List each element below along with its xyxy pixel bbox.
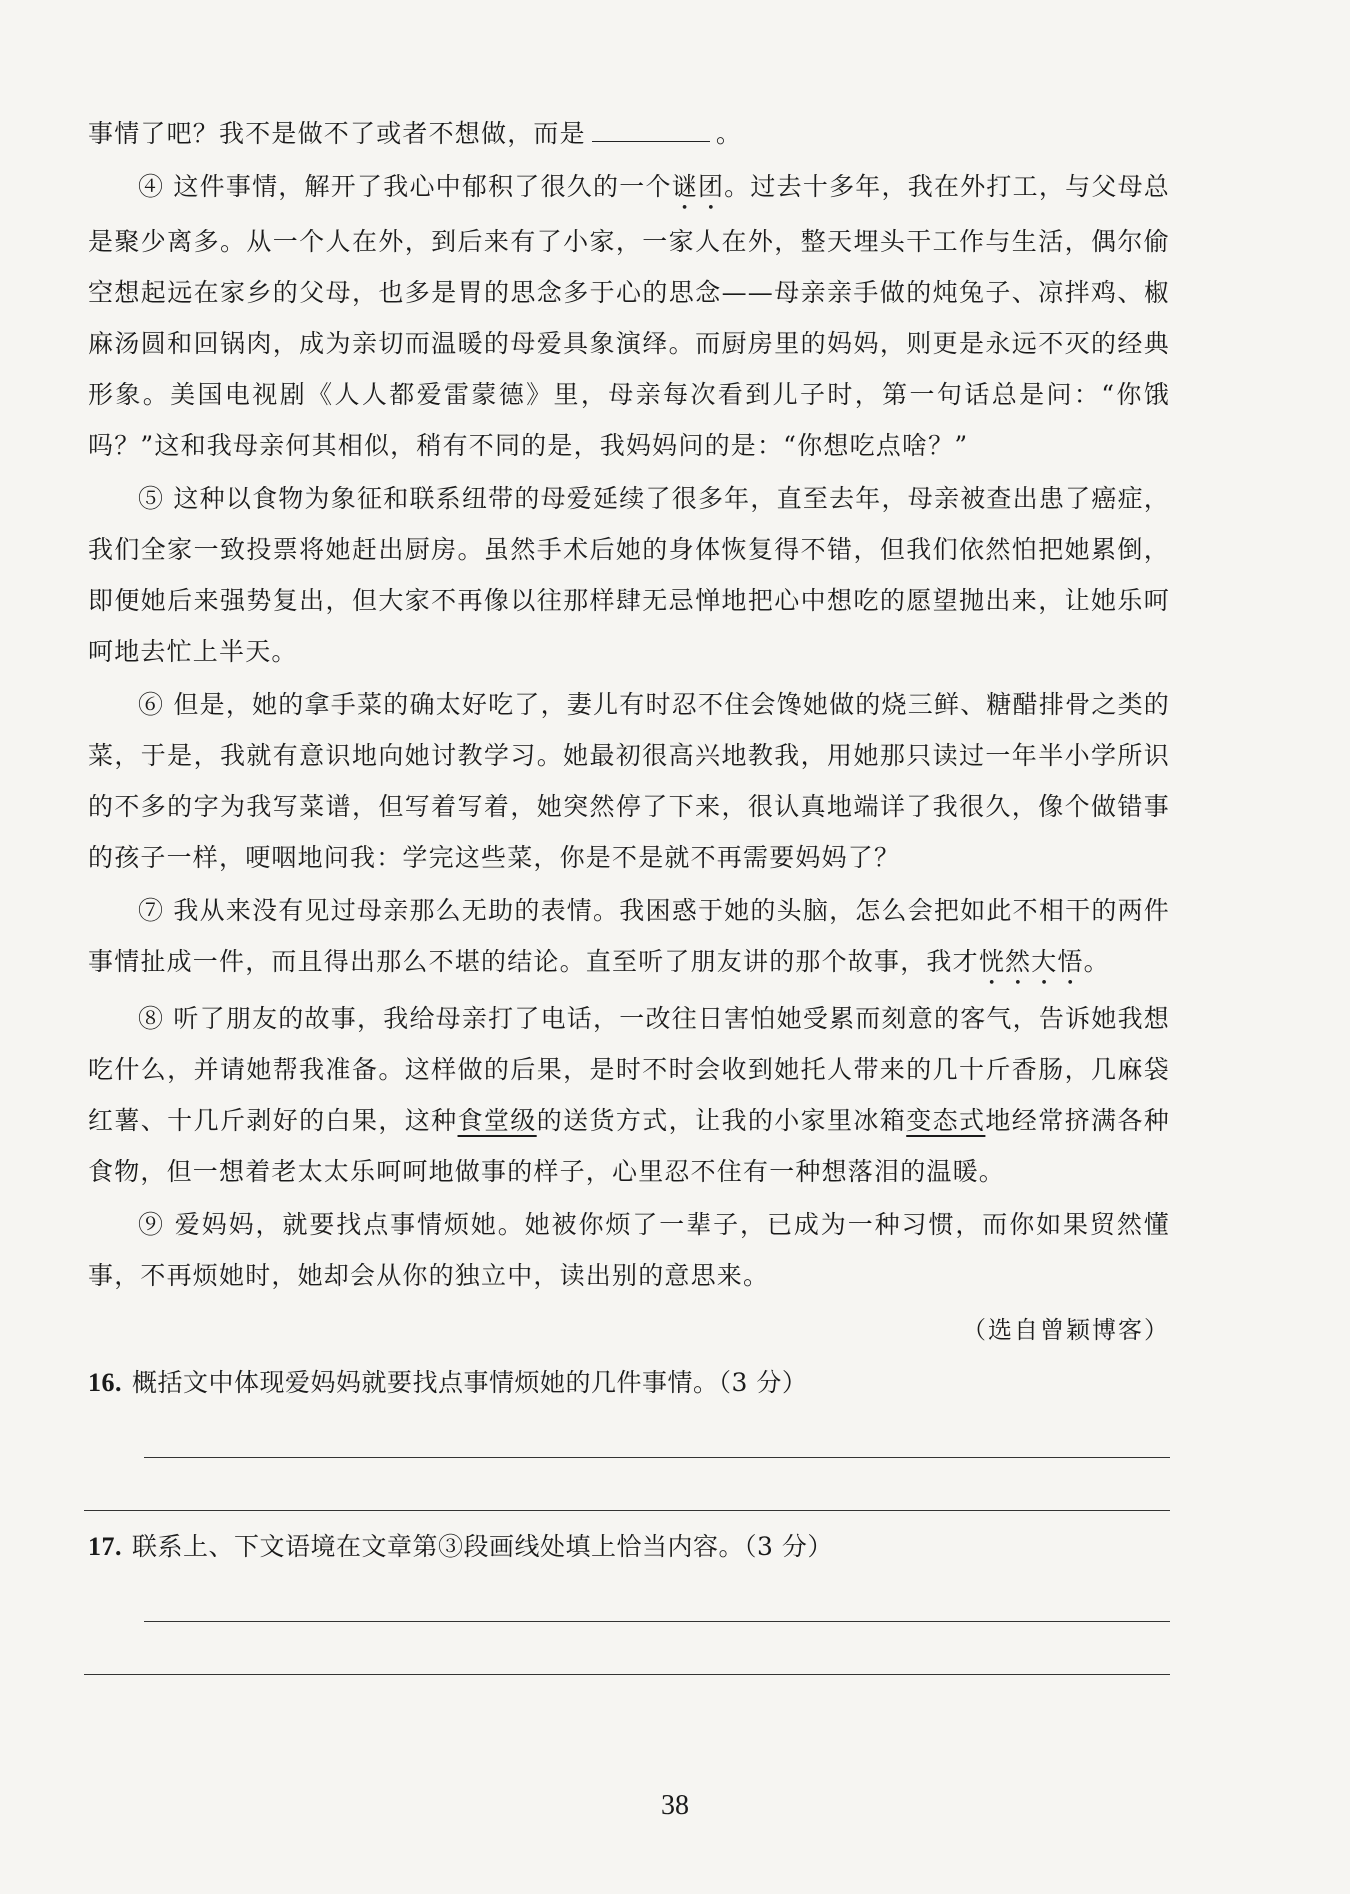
- paragraph-text: 地经常挤满各种食物，但一想着老太太乐呵呵地做事的样子，心里忍不住有一种想落泪的温暖。: [88, 1106, 1170, 1186]
- paragraph-text: ⑦ 我从来没有见过母亲那么无助的表情。我困惑于她的头脑，怎么会把如此不相干的两件事情扯成一件，而且得出那么不堪的结论。直至听了朋友讲的那个故事，我才: [88, 896, 1170, 976]
- emphasized-word: 恍然大悟: [978, 947, 1084, 976]
- paragraph-4: [88, 161, 1170, 471]
- answer-line[interactable]: [84, 1674, 1170, 1675]
- underlined-word: 食堂级: [457, 1106, 537, 1135]
- article-body: [88, 108, 1170, 1675]
- question-number: 16.: [88, 1368, 122, 1397]
- answer-line[interactable]: [84, 1510, 1170, 1511]
- source-citation: （选自曾颖博客）: [962, 1316, 1170, 1344]
- question-16: [88, 1361, 1170, 1405]
- question-text: 联系上、下文语境在文章第③段画线处填上恰当内容。（3 分）: [132, 1532, 833, 1561]
- paragraph-3-end: [88, 108, 1170, 159]
- paragraph-text: ④ 这件事情，解开了我心中郁积了很久的一个: [138, 172, 672, 201]
- underlined-word: 变态式: [906, 1106, 986, 1135]
- paragraph-text: 事情了吧？我不是做不了或者不想做，而是: [88, 119, 586, 148]
- paragraph-8: [88, 993, 1170, 1197]
- question-number: 17.: [88, 1532, 122, 1561]
- paragraph-text: 的送货方式，让我的小家里冰箱: [536, 1106, 907, 1135]
- fill-blank-line[interactable]: [592, 119, 710, 142]
- question-17: [88, 1525, 1170, 1569]
- paragraph-9: ⑨ 爱妈妈，就要找点事情烦她。她被你烦了一辈子，已成为一种习惯，而你如果贸然懂事，不再烦她时，她却会从你的独立中，读出别的意思来。: [88, 1210, 1170, 1290]
- paragraph-6: ⑥ 但是，她的拿手菜的确太好吃了，妻儿有时忍不住会馋她做的烧三鲜、糖醋排骨之类的菜，于是，我就有意识地向她讨教学习。她最初很高兴地教我，用她那只读过一年半小学所识的不多的字为我写菜谱，但写着写着，她突然停了下来，很认真地端详了我很久，像个做错事的孩子一样，哽咽地问我：学完这些菜，你是不是就不再需要妈妈了？: [88, 690, 1170, 872]
- paragraph-7: [88, 885, 1170, 991]
- paragraph-text: 。过去十多年，我在外打工，与父母总是聚少离多。从一个人在外，到后来有了小家，一家人在外，整天埋头干工作与生活，偶尔偷空想起远在家乡的父母，也多是胃的思念多于心的思念——母亲亲手做的炖兔子、凉拌鸡、椒麻汤圆和回锅肉，成为亲切而温暖的母爱具象演绎。而厨房里的妈妈，则更是永远不灭的经典形象。美国电视剧《人人都爱雷蒙德》里，母亲每次看到儿子时，第一句话总是问：“你饿吗？”这和我母亲何其相似，稍有不同的是，我妈妈问的是：“你想吃点啥？”: [88, 172, 1170, 460]
- page-number: 38: [661, 1790, 689, 1821]
- paragraph-text: 。: [1083, 947, 1110, 976]
- emphasized-word: 谜团: [671, 172, 725, 201]
- paragraph-text: 。: [715, 119, 743, 148]
- paragraph-text: ⑧ 听了朋友的故事，我给母亲打了电话，一改往日害怕她受累而刻意的客气，告诉她我想吃什么，并请她帮我准备。这样做的后果，是时不时会收到她托人带来的几十斤香肠，几麻袋红薯、十几斤剥好的白果，这种: [88, 1004, 1170, 1135]
- question-text: 概括文中体现爱妈妈就要找点事情烦她的几件事情。（3 分）: [132, 1368, 808, 1397]
- answer-line[interactable]: [144, 1621, 1170, 1622]
- answer-line[interactable]: [144, 1457, 1170, 1458]
- paragraph-5: ⑤ 这种以食物为象征和联系纽带的母爱延续了很多年，直至去年，母亲被查出患了癌症，我们全家一致投票将她赶出厨房。虽然手术后她的身体恢复得不错，但我们依然怕把她累倒，即便她后来强势复出，但大家不再像以往那样肆无忌惮地把心中想吃的愿望抛出来，让她乐呵呵地去忙上半天。: [88, 484, 1170, 666]
